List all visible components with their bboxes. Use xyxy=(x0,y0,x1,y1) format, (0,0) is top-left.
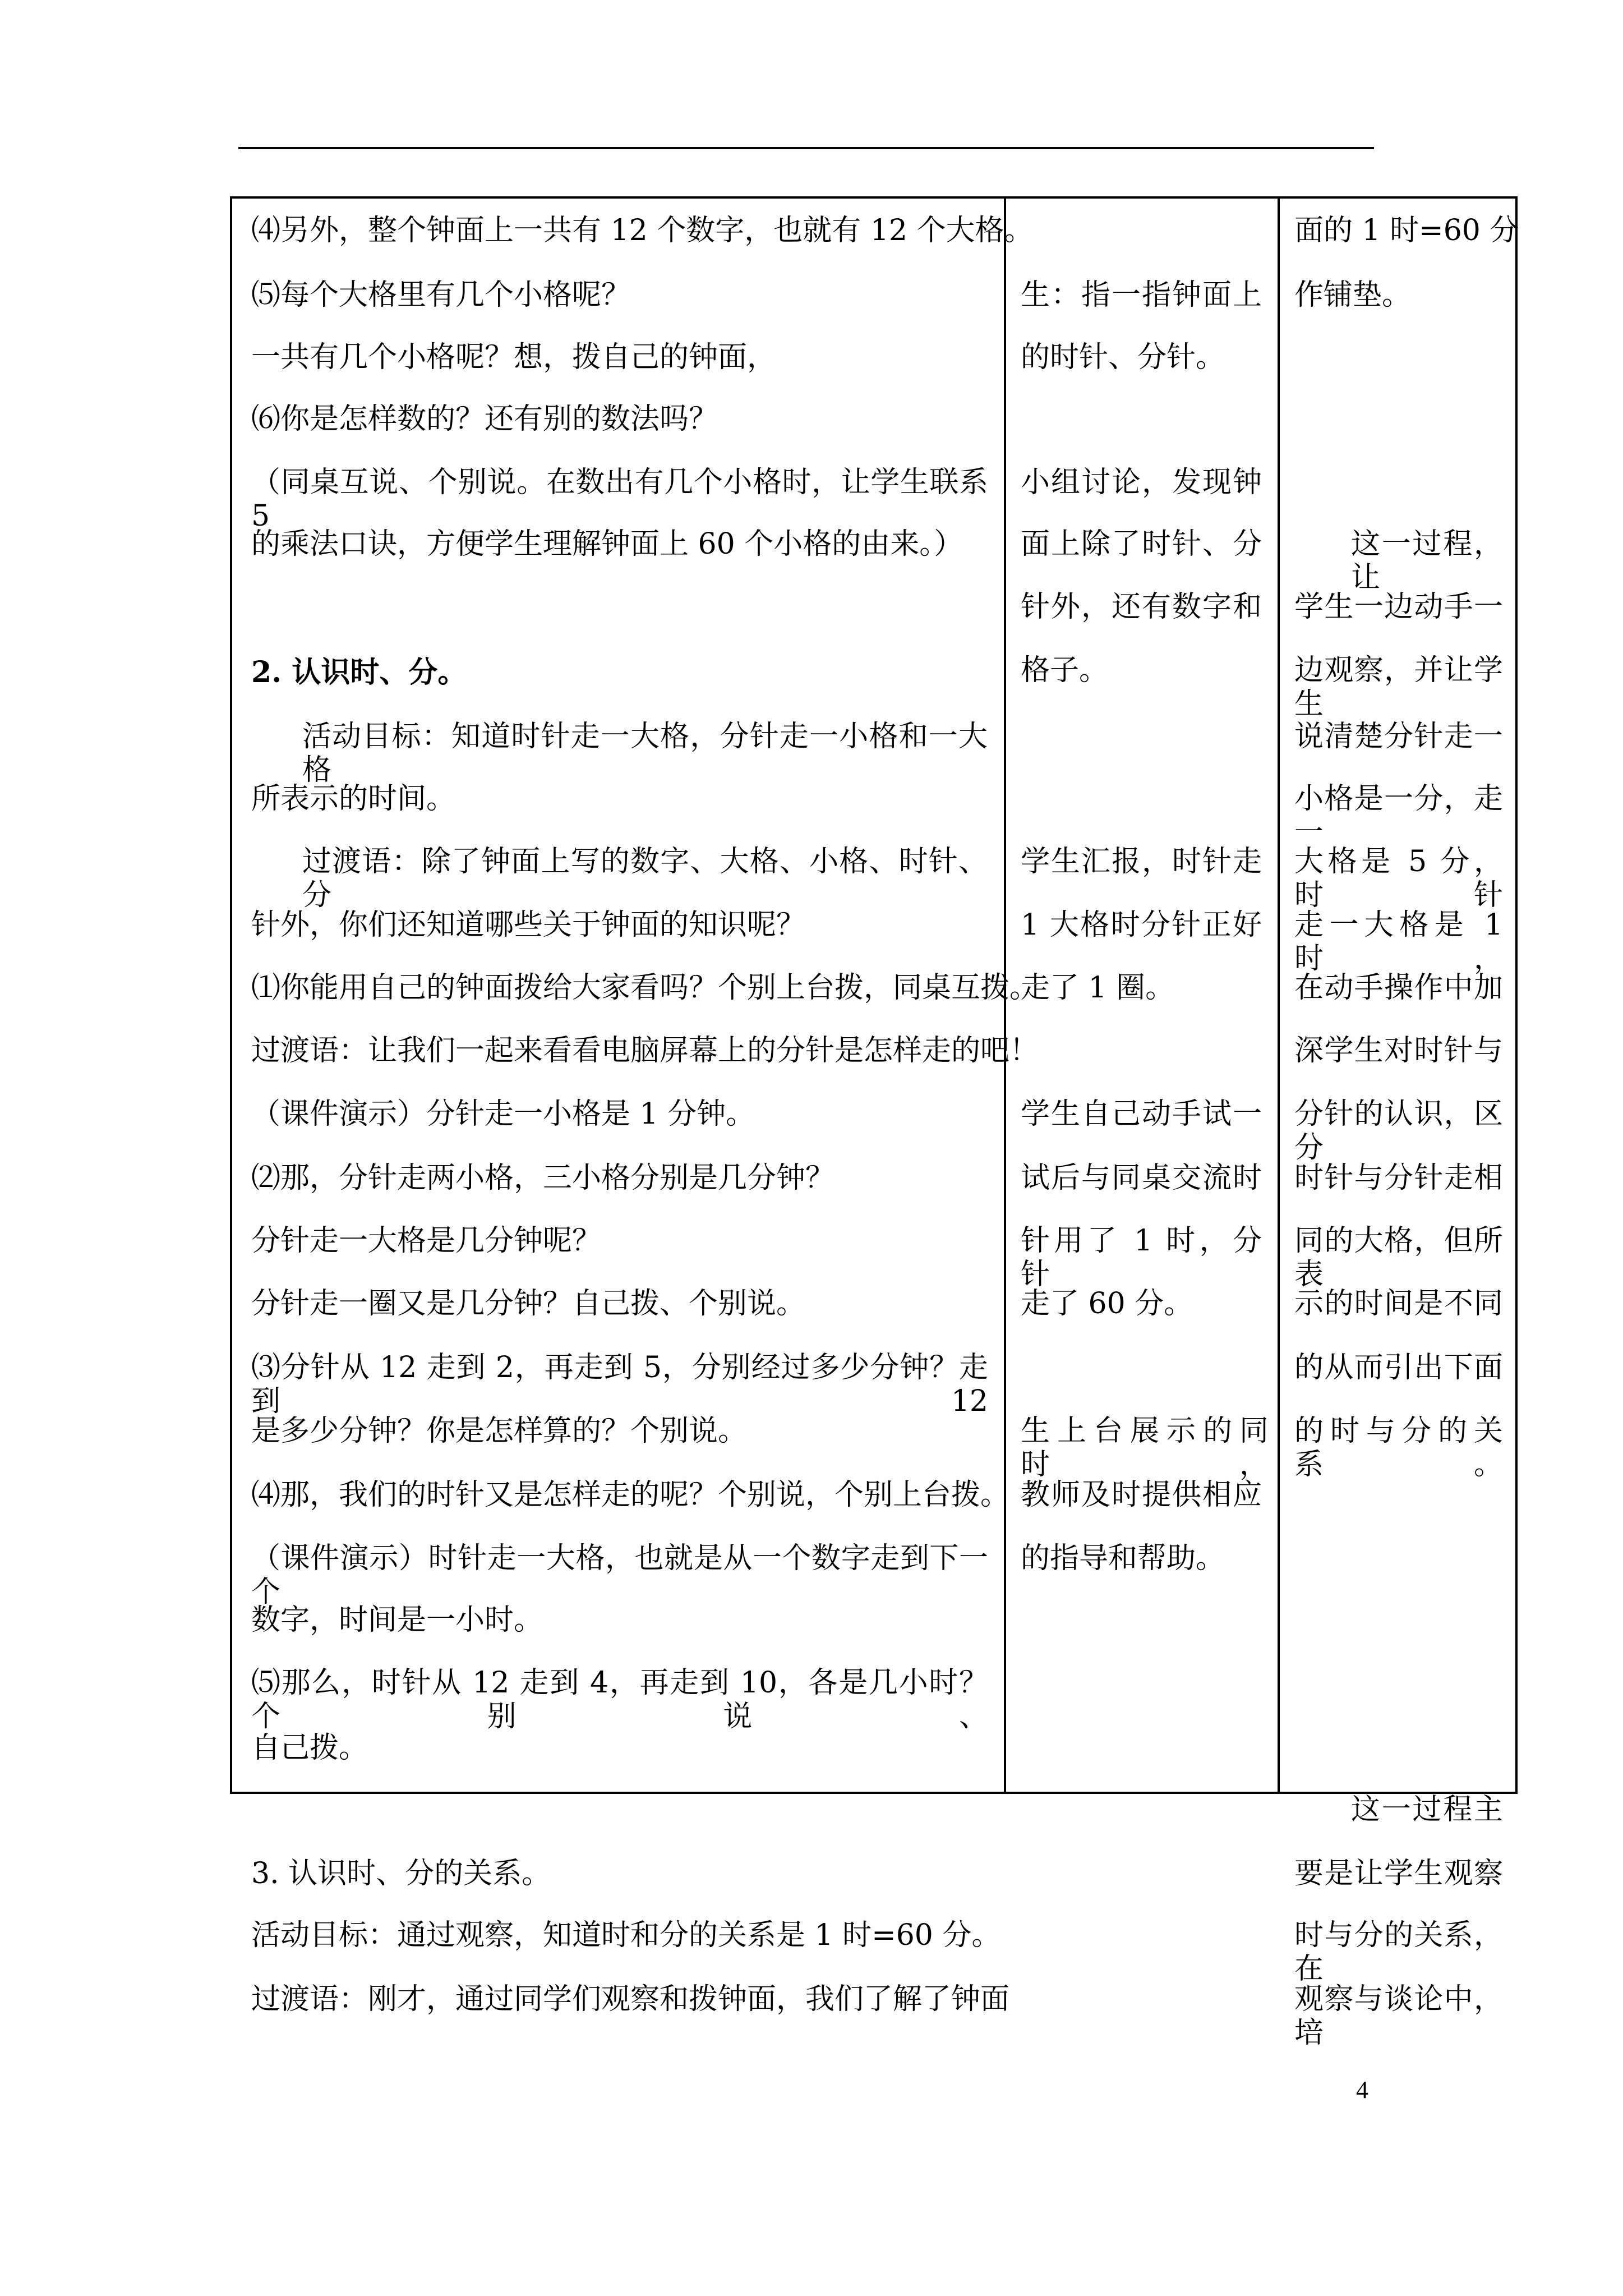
text-line: 数字，时间是一小时。 xyxy=(251,1603,543,1637)
text-line: 时针与分针走相 xyxy=(1294,1161,1503,1195)
text-line: 生：指一指钟面上 xyxy=(1021,278,1262,312)
text-line: 在动手操作中加 xyxy=(1294,971,1503,1005)
text-line: 的从而引出下面 xyxy=(1294,1351,1503,1384)
text-line: 说清楚分针走一 xyxy=(1294,720,1503,753)
section-heading: 2. 认识时、分。 xyxy=(251,655,467,689)
text-line: 示的时间是不同 xyxy=(1294,1287,1503,1320)
text-line: 的时与分的关系。 xyxy=(1294,1414,1503,1481)
text-line: 分针走一大格是几分钟呢？ xyxy=(251,1224,602,1258)
text-line: 活动目标：知道时针走一大格，分针走一小格和一大格 xyxy=(302,720,988,787)
text-line: 是多少分钟？你是怎样算的？个别说。 xyxy=(251,1414,748,1448)
page-number: 4 xyxy=(1356,2076,1368,2104)
text-line: 学生一边动手一 xyxy=(1294,590,1503,624)
text-line: 活动目标：通过观察，知道时和分的关系是 1 时=60 分。 xyxy=(251,1918,1001,1952)
text-line: 面上除了时针、分 xyxy=(1021,527,1262,561)
section-heading: 3. 认识时、分的关系。 xyxy=(251,1857,551,1890)
text-line: ⑷那，我们的时针又是怎样走的呢？个别说，个别上台拨。 xyxy=(251,1478,1010,1512)
text-line: （课件演示）分针走一小格是 1 分钟。 xyxy=(251,1097,755,1131)
text-line: 同的大格，但所表 xyxy=(1294,1224,1503,1291)
text-line: ⑶分针从 12 走到 2，再走到 5，分别经过多少分钟？走到 12 xyxy=(251,1351,988,1418)
text-line: 过渡语：刚才，通过同学们观察和拨钟面，我们了解了钟面 xyxy=(251,1982,1010,2016)
text-line: 大格是 5 分，时针 xyxy=(1294,845,1503,912)
text-line: ⑸每个大格里有几个小格呢？ xyxy=(251,278,631,312)
text-line: 走了 60 分。 xyxy=(1021,1287,1193,1320)
text-line: 这一过程主 xyxy=(1351,1793,1503,1826)
text-line: 1 大格时分针正好 xyxy=(1021,908,1262,942)
text-line: 小格是一分，走一 xyxy=(1294,782,1503,849)
text-line: 针外，你们还知道哪些关于钟面的知识呢？ xyxy=(251,908,806,942)
text-line: 一共有几个小格呢？想，拨自己的钟面， xyxy=(251,341,777,374)
text-line: 生上台展示的同时， xyxy=(1021,1414,1269,1481)
text-line: 小组讨论，发现钟 xyxy=(1021,466,1262,499)
text-line: 时与分的关系，在 xyxy=(1294,1918,1503,1986)
text-line: 作铺垫。 xyxy=(1294,278,1412,312)
text-line: 过渡语：让我们一起来看看电脑屏幕上的分针是怎样走的吧！ xyxy=(251,1034,1039,1068)
lesson-table xyxy=(230,196,1519,2050)
text-line: 自己拨。 xyxy=(251,1731,368,1765)
text-line: 学生汇报，时针走 xyxy=(1021,845,1262,878)
text-line: 这一过程，让 xyxy=(1351,527,1503,595)
text-line: ⑴你能用自己的钟面拨给大家看吗？个别上台拨，同桌互拨。 xyxy=(251,971,1039,1005)
text-line: ⑷另外，整个钟面上一共有 12 个数字，也就有 12 个大格。 xyxy=(251,214,1034,247)
text-line: 观察与谈论中，培 xyxy=(1294,1982,1503,2050)
text-line: 教师及时提供相应 xyxy=(1021,1478,1262,1512)
text-line: 走了 1 圈。 xyxy=(1021,971,1175,1005)
text-line: 走一大格是 1 时， xyxy=(1294,908,1503,976)
text-line: 深学生对时针与 xyxy=(1294,1034,1503,1068)
text-line: （课件演示）时针走一大格，也就是从一个数字走到下一个 xyxy=(251,1542,988,1609)
text-line: ⑵那，分针走两小格，三小格分别是几分钟？ xyxy=(251,1161,835,1195)
text-line: 格子。 xyxy=(1021,654,1109,687)
teaching-process-cell xyxy=(232,199,1039,2016)
text-line: 过渡语：除了钟面上写的数字、大格、小格、时针、分 xyxy=(302,845,988,912)
text-line: 的指导和帮助。 xyxy=(1021,1542,1225,1575)
text-line: ⑸那么，时针从 12 走到 4，再走到 10，各是几小时？个别说、 xyxy=(251,1666,988,1733)
text-line: 学生自己动手试一 xyxy=(1021,1097,1262,1131)
text-line: ⑹你是怎样数的？还有别的数法吗？ xyxy=(251,402,718,436)
text-line: 分针的认识，区分 xyxy=(1294,1097,1503,1165)
text-line: 所表示的时间。 xyxy=(251,782,456,816)
text-line: 的时针、分针。 xyxy=(1021,341,1225,374)
student-activity-cell xyxy=(1006,199,1278,1792)
text-line: 边观察，并让学生 xyxy=(1294,654,1503,721)
text-line: 要是让学生观察 xyxy=(1294,1857,1503,1890)
text-line: 分针走一圈又是几分钟？自己拨、个别说。 xyxy=(251,1287,806,1320)
text-line: 针外，还有数字和 xyxy=(1021,590,1262,624)
text-line: 的乘法口诀，方便学生理解钟面上 60 个小格的由来。） xyxy=(251,527,963,561)
text-line: 面的 1 时=60 分 xyxy=(1294,214,1519,247)
header-rule xyxy=(238,147,1374,149)
design-intent-cell xyxy=(1280,199,1519,2050)
text-line: （同桌互说、个别说。在数出有几个小格时，让学生联系 5 xyxy=(251,466,988,533)
text-line: 试后与同桌交流时 xyxy=(1021,1161,1262,1195)
text-line: 针用了 1 时，分针 xyxy=(1021,1224,1262,1291)
